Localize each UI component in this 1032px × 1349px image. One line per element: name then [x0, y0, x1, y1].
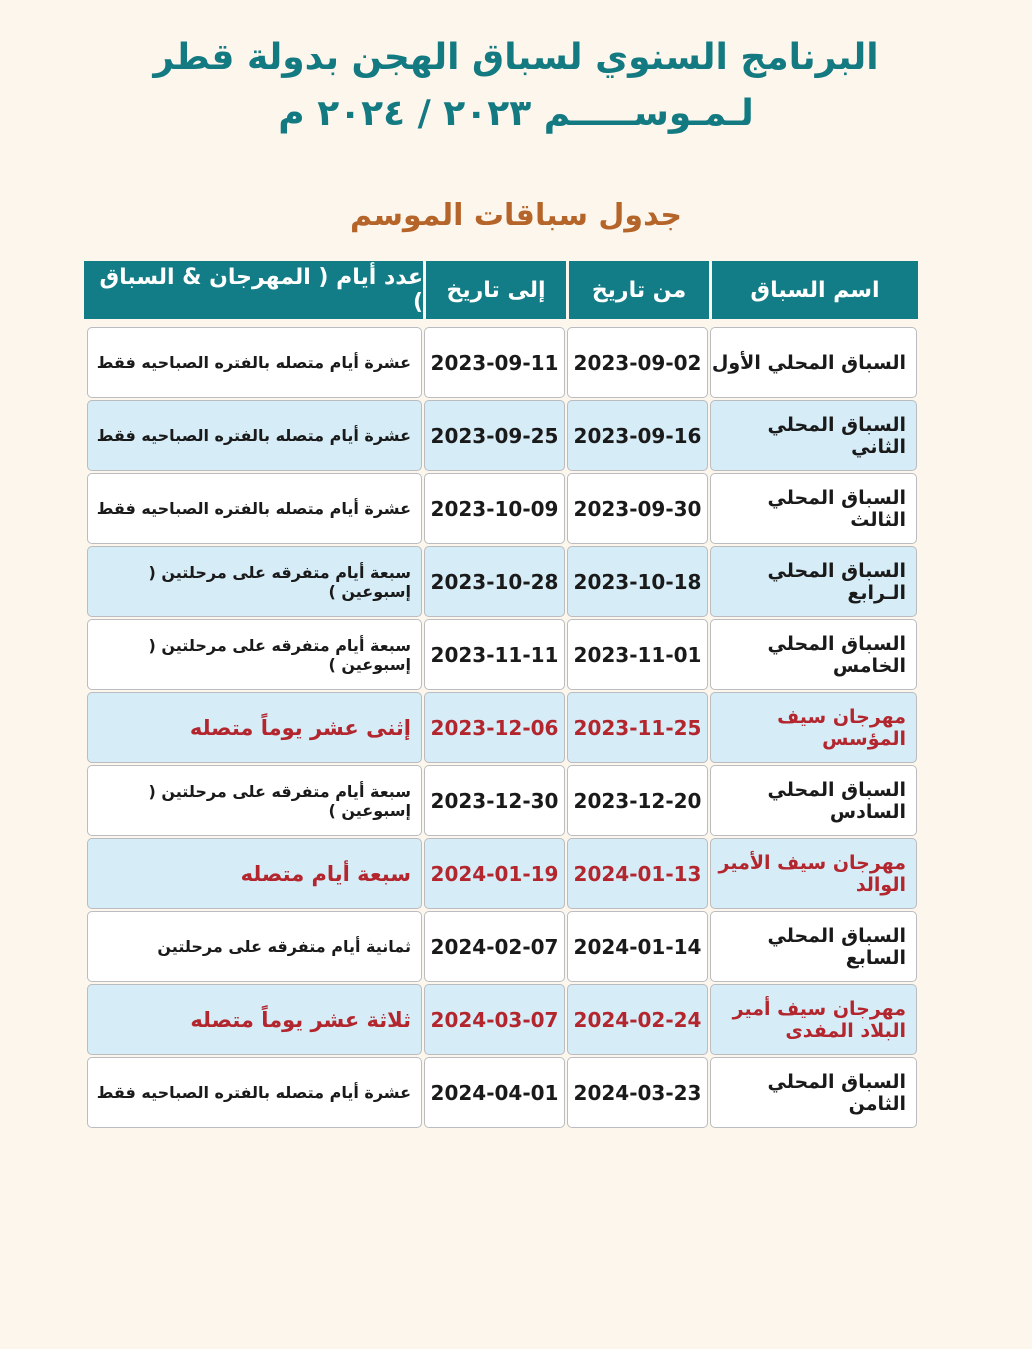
days-cell-text: إثنى عشر يوماً متصله: [189, 715, 411, 740]
table-row: [84, 911, 918, 984]
table-row: [84, 838, 918, 911]
to-date-cell-text: 2024-04-01: [430, 1080, 559, 1105]
race-name-cell: [710, 327, 917, 398]
days-cell: [87, 473, 422, 544]
table-row: [84, 546, 918, 619]
column-header-days: عدد أيام ( المهرجان & السباق ): [99, 265, 423, 315]
from-date-cell: [567, 546, 708, 617]
to-date-cell-text: 2023-10-09: [430, 496, 559, 521]
days-cell: [87, 1057, 422, 1128]
race-name-cell: [710, 546, 917, 617]
days-cell: [87, 327, 422, 398]
days-cell: [87, 765, 422, 836]
to-date-cell: [424, 400, 565, 471]
race-name-cell-text: السباق المحلي السابع: [767, 924, 906, 969]
to-date-cell: [424, 984, 565, 1055]
to-date-cell-text: 2023-09-25: [430, 423, 559, 448]
race-schedule-table: [84, 261, 918, 1130]
days-cell-text: عشرة أيام متصله بالفتره الصباحيه فقط: [96, 499, 411, 518]
to-date-cell-text: 2023-12-06: [430, 715, 559, 740]
to-date-cell: [424, 692, 565, 763]
to-date-cell-text: 2023-10-28: [430, 569, 559, 594]
table-header: [84, 261, 918, 319]
days-cell-text: سبعة أيام متصله: [240, 861, 411, 886]
days-cell: [87, 984, 422, 1055]
days-cell-text: سبعة أيام متفرقه على مرحلتين ( إسبوعين ): [148, 635, 411, 674]
from-date-cell-text: 2023-10-18: [573, 569, 702, 594]
race-name-cell-text: مهرجان سيف أمير البلاد المفدى: [732, 997, 906, 1042]
to-date-cell: [424, 473, 565, 544]
table-row: [84, 400, 918, 473]
from-date-cell: [567, 619, 708, 690]
from-date-cell-text: 2023-09-30: [573, 496, 702, 521]
race-name-cell-text: السباق المحلي الخامس: [767, 632, 906, 677]
race-name-cell: [710, 400, 917, 471]
race-name-cell: [710, 911, 917, 982]
from-date-cell: [567, 400, 708, 471]
page-title: البرنامج السنوي لسباق الهجن بدولة قطر: [153, 37, 879, 78]
table-row: [84, 984, 918, 1057]
race-name-cell-text: السباق المحلي الثاني: [767, 413, 906, 458]
race-name-cell-text: السباق المحلي الأول: [711, 351, 906, 374]
from-date-cell: [567, 984, 708, 1055]
race-name-cell: [710, 1057, 917, 1128]
from-date-cell-text: 2023-09-02: [573, 350, 702, 375]
table-row: [84, 1057, 918, 1130]
to-date-cell: [424, 765, 565, 836]
race-name-cell: [710, 765, 917, 836]
race-name-cell-text: السباق المحلي الـرابع: [767, 559, 906, 604]
from-date-cell-text: 2024-01-13: [573, 861, 702, 886]
column-header-to-date: إلى تاريخ: [423, 261, 566, 319]
days-cell-text: عشرة أيام متصله بالفتره الصباحيه فقط: [96, 353, 411, 372]
race-name-cell: [710, 619, 917, 690]
days-cell: [87, 911, 422, 982]
from-date-cell-text: 2023-12-20: [573, 788, 702, 813]
table-row: [84, 473, 918, 546]
days-cell: [87, 400, 422, 471]
to-date-cell: [424, 327, 565, 398]
race-name-cell: [710, 692, 917, 763]
days-cell: [87, 692, 422, 763]
column-header-race-name: اسم السباق: [709, 261, 918, 319]
from-date-cell-text: 2024-02-24: [573, 1007, 702, 1032]
table-row: [84, 692, 918, 765]
from-date-cell: [567, 838, 708, 909]
from-date-cell-text: 2023-11-25: [573, 715, 702, 740]
to-date-cell-text: 2024-02-07: [430, 934, 559, 959]
to-date-cell-text: 2023-12-30: [430, 788, 559, 813]
days-cell-text: عشرة أيام متصله بالفتره الصباحيه فقط: [96, 1083, 411, 1102]
from-date-cell-text: 2023-11-01: [573, 642, 702, 667]
from-date-cell-text: 2024-01-14: [573, 934, 702, 959]
days-cell-text: ثمانية أيام متفرقه على مرحلتين: [157, 937, 411, 956]
season-title: لـمـوســـــم ٢٠٢٣ / ٢٠٢٤ م: [278, 93, 754, 134]
race-name-cell: [710, 984, 917, 1055]
table-body: [84, 327, 918, 1130]
race-name-cell-text: مهرجان سيف الأمير الوالد: [718, 851, 906, 896]
to-date-cell-text: 2023-11-11: [430, 642, 559, 667]
table-row: [84, 765, 918, 838]
to-date-cell-text: 2024-01-19: [430, 861, 559, 886]
from-date-cell-text: 2024-03-23: [573, 1080, 702, 1105]
days-cell: [87, 546, 422, 617]
to-date-cell-text: 2023-09-11: [430, 350, 559, 375]
from-date-cell: [567, 1057, 708, 1128]
from-date-cell: [567, 765, 708, 836]
from-date-cell: [567, 692, 708, 763]
race-name-cell: [710, 473, 917, 544]
column-header-from-date: من تاريخ: [566, 261, 709, 319]
from-date-cell: [567, 327, 708, 398]
table-row: [84, 619, 918, 692]
to-date-cell: [424, 546, 565, 617]
race-name-cell-text: السباق المحلي الثامن: [767, 1070, 906, 1115]
race-name-cell-text: مهرجان سيف المؤسس: [777, 705, 906, 750]
days-cell: [87, 838, 422, 909]
to-date-cell: [424, 838, 565, 909]
from-date-cell: [567, 473, 708, 544]
to-date-cell-text: 2024-03-07: [430, 1007, 559, 1032]
to-date-cell: [424, 1057, 565, 1128]
from-date-cell: [567, 911, 708, 982]
days-cell-text: سبعة أيام متفرقه على مرحلتين ( إسبوعين ): [148, 781, 411, 820]
days-cell-text: سبعة أيام متفرقه على مرحلتين ( إسبوعين ): [148, 562, 411, 601]
days-cell: [87, 619, 422, 690]
to-date-cell: [424, 911, 565, 982]
days-cell-text: ثلاثة عشر يوماً متصله: [190, 1007, 411, 1032]
race-name-cell-text: السباق المحلي الثالث: [767, 486, 906, 531]
race-name-cell-text: السباق المحلي السادس: [767, 778, 906, 823]
schedule-subtitle: جدول سباقات الموسم: [349, 198, 683, 233]
days-cell-text: عشرة أيام متصله بالفتره الصباحيه فقط: [96, 426, 411, 445]
race-name-cell: [710, 838, 917, 909]
to-date-cell: [424, 619, 565, 690]
from-date-cell-text: 2023-09-16: [573, 423, 702, 448]
table-row: [84, 327, 918, 400]
